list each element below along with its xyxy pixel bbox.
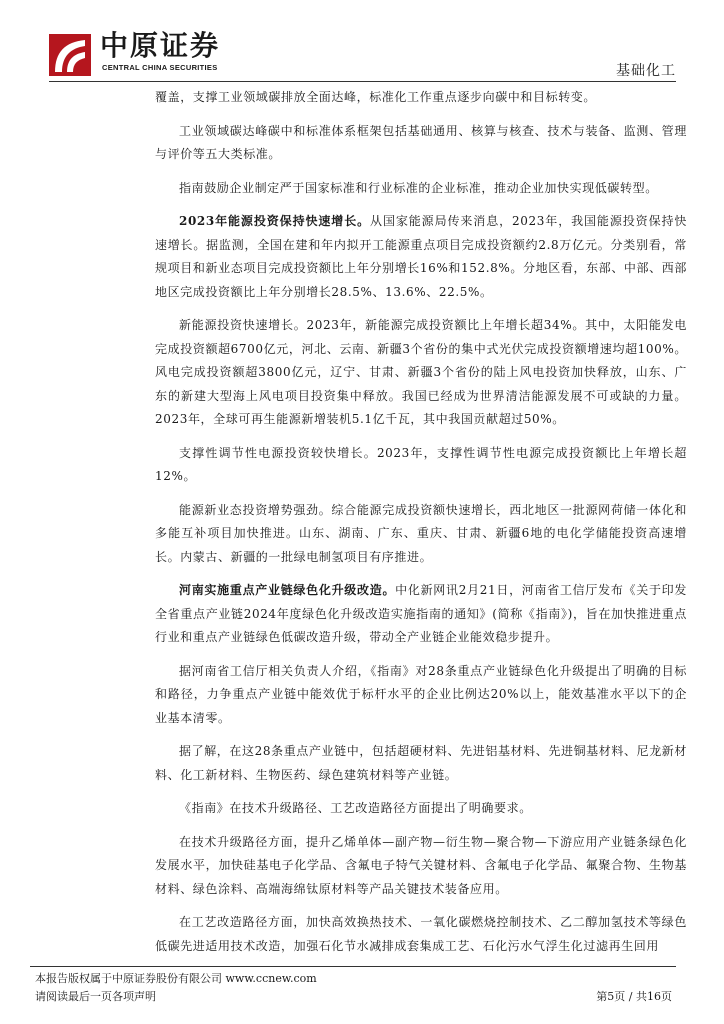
body-paragraph [155,177,687,201]
paragraph-lead: 2023年能源投资保持快速增长。 [179,214,371,228]
body-paragraph [155,86,687,110]
body-paragraph [155,120,687,167]
paragraph-text: 能源新业态投资增势强劲。综合能源完成投资额快速增长，西北地区一批源网荷储一体化和多能互补项目加快推进。山东、湖南、广东、重庆、甘肃、新疆6地的电化学储能投资高速增长。内蒙古、新疆的一批绿电制氢项目有序推进。 [155,502,687,564]
body-paragraph [155,911,687,958]
paragraph-text: 中化新网讯2月21日，河南省工信厅发布《关于印发全省重点产业链2024年度绿色化升级改造实施指南的通知》(简称《指南》)，旨在加快推进重点行业和重点产业链绿色低碳改造升级，带动全产业链企业能效稳步提升。 [155,583,687,644]
body-paragraph [155,797,687,821]
body-paragraph [155,499,687,570]
paragraph-text: 在技术升级路径方面，提升乙烯单体—副产物—衍生物—聚合物—下游应用产业链条绿色化发展水平，加快硅基电子化学品、含氟电子特气关键材料、含氟电子化学品、氟聚合物、生物基材料、绿色涂料、高端海绵钛原材料等产品关键技术装备应用。 [155,834,687,896]
footer-divider [30,966,676,967]
body-paragraph [155,579,687,650]
paragraph-text: 新能源投资快速增长。2023年，新能源完成投资额比上年增长超34%。其中，太阳能发电完成投资额超6700亿元，河北、云南、新疆3个省份的集中式光伏完成投资额增速均超100%。风电完成投资额超3800亿元，辽宁、甘肃、新疆3个省份的陆上风电投资加快释放，山东、广东的新建大型海上风电项目投资集中释放。我国已经成为世界清洁能源发展不可或缺的力量。2023年，全球可再生能源新增装机5.1亿千瓦，其中我国贡献超过50%。 [155,318,687,426]
paragraph-text: 在工艺改造路径方面，加快高效换热技术、一氧化碳燃烧控制技术、乙二醇加氢技术等绿色低碳先进适用技术改造，加强石化节水减排成套集成工艺、石化污水气浮生化过滤再生回用 [155,915,687,953]
logo-english-name: CENTRAL CHINA SECURITIES [102,63,218,72]
paragraph-text: 《指南》在技术升级路径、工艺改造路径方面提出了明确要求。 [179,801,532,815]
paragraph-lead: 河南实施重点产业链绿色化升级改造。 [179,583,396,597]
paragraph-text: 据河南省工信厅相关负责人介绍，《指南》对28条重点产业链绿色化升级提出了明确的目标和路径，力争重点产业链中能效优于标杆水平的企业比例达20%以上，能效基准水平以下的企业基本清零。 [155,663,687,725]
section-label: 基础化工 [616,63,676,79]
page-header [0,0,724,80]
paragraph-text: 支撑性调节性电源投资较快增长。2023年，支撑性调节性电源完成投资额比上年增长超12%。 [155,445,687,483]
paragraph-text: 指南鼓励企业制定严于国家标准和行业标准的企业标准，推动企业加快实现低碳转型。 [179,180,658,195]
body-paragraph [155,442,687,489]
body-paragraph [155,831,687,902]
paragraph-text: 覆盖，支撑工业领域碳排放全面达峰，标准化工作重点逐步向碳中和目标转变。 [155,90,597,104]
paragraph-text: 从国家能源局传来消息，2023年，我国能源投资保持快速增长。据监测，全国在建和年内拟开工能源重点项目完成投资额约2.8万亿元。分类别看，常规项目和新业态项目完成投资额比上年分别增长16%和152.8%。分地区看，东部、中部、西部地区完成投资额比上年分别增长28.5%、13.6%、22.5%。 [155,214,687,299]
header-divider [49,81,676,82]
paragraph-text: 工业领域碳达峰碳中和标准体系框架包括基础通用、核算与核查、技术与装备、监测、管理与评价等五大类标准。 [155,123,687,161]
logo-chinese-name: 中原证券 [100,29,221,62]
body-paragraph [155,314,687,432]
body-paragraph [155,210,687,304]
page-number: 第5页 / 共16页 [596,990,672,1003]
company-logo-icon [49,34,91,76]
footer-disclaimer: 请阅读最后一页各项声明 [35,990,156,1003]
body-paragraph [155,660,687,731]
report-body [155,86,687,968]
body-paragraph [155,740,687,787]
paragraph-text: 据了解，在这28条重点产业链中，包括超硬材料、先进铝基材料、先进铜基材料、尼龙新材料、化工新材料、生物医药、绿色建筑材料等产业链。 [155,744,687,782]
footer-copyright: 本报告版权属于中原证券股份有限公司 www.ccnew.com [35,972,317,985]
